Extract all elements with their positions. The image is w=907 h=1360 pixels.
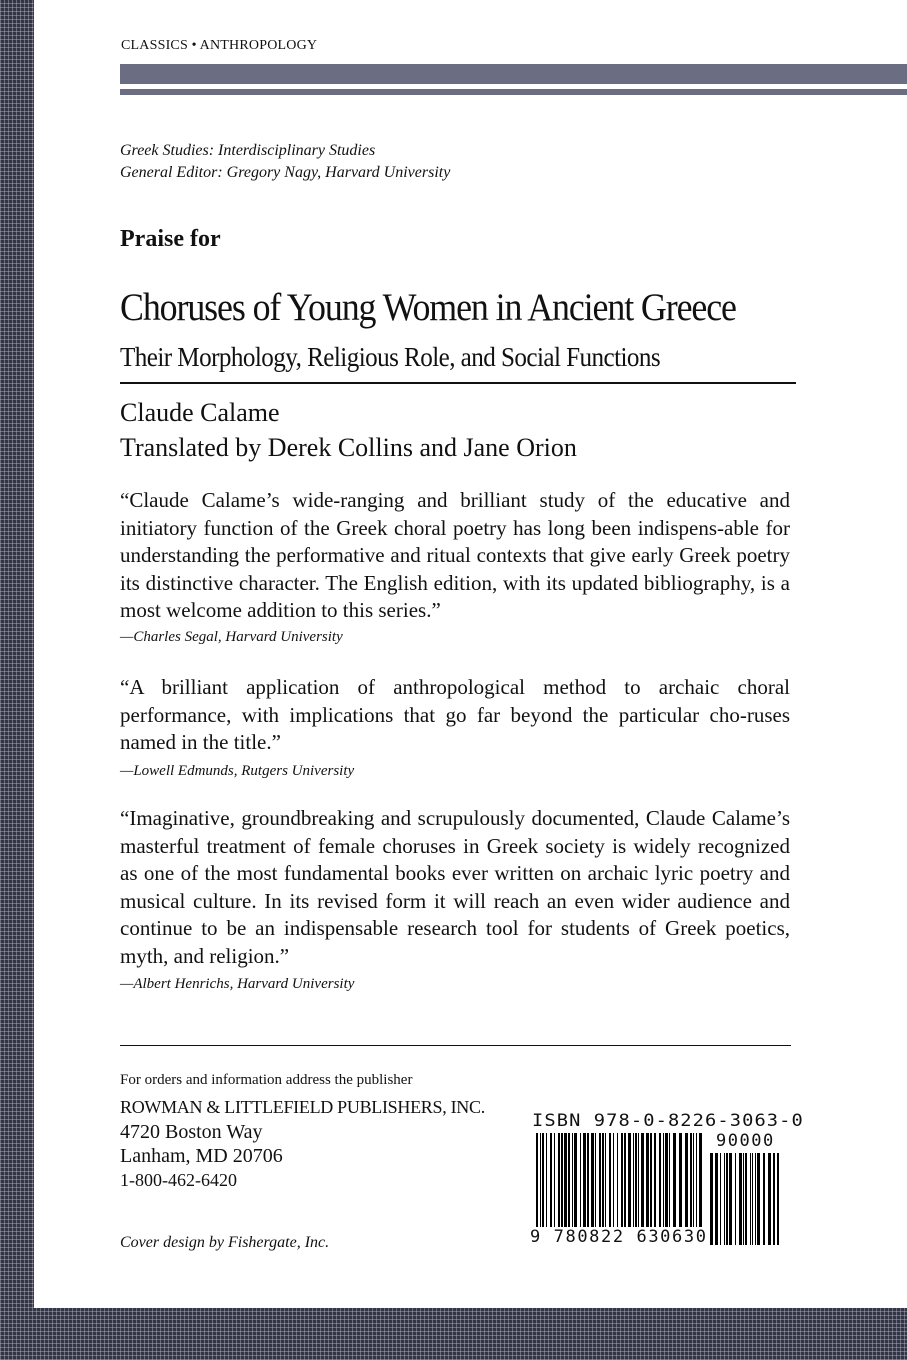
publisher-name: ROWMAN & LITTLEFIELD PUBLISHERS, INC. bbox=[120, 1097, 485, 1117]
addon-barcode bbox=[710, 1153, 782, 1245]
orders-note: For orders and information address the publisher bbox=[120, 1072, 413, 1088]
back-cover-page bbox=[34, 0, 907, 1308]
blurb-attribution: —Lowell Edmunds, Rutgers University bbox=[120, 763, 355, 779]
footer-rule bbox=[120, 1045, 791, 1046]
author-name: Claude Calame bbox=[120, 398, 280, 427]
cover-credit: Cover design by Fishergate, Inc. bbox=[120, 1234, 330, 1251]
isbn-label: ISBN 978-0-8226-3063-0 bbox=[532, 1111, 804, 1131]
barcode-number: 9 780822 630630 bbox=[530, 1227, 708, 1247]
book-title: Choruses of Young Women in Ancient Greece bbox=[120, 286, 736, 329]
series-name: Greek Studies: Interdisciplinary Studies bbox=[120, 142, 376, 159]
blurb-attribution: —Albert Henrichs, Harvard University bbox=[120, 976, 355, 992]
praise-heading: Praise for bbox=[120, 226, 221, 252]
category-label: CLASSICS • ANTHROPOLOGY bbox=[121, 38, 318, 53]
publisher-street: 4720 Boston Way bbox=[120, 1121, 263, 1143]
book-subtitle: Their Morphology, Religious Role, and Social Functions bbox=[120, 342, 661, 372]
blurb-attribution: —Charles Segal, Harvard University bbox=[120, 629, 343, 645]
publisher-phone: 1-800-462-6420 bbox=[120, 1170, 237, 1190]
header-thin-bar bbox=[120, 89, 907, 95]
barcode-addon-number: 90000 bbox=[716, 1131, 775, 1151]
translator-line: Translated by Derek Collins and Jane Orion bbox=[120, 433, 577, 462]
blurb-quote: “Imaginative, groundbreaking and scrupulously documented, Claude Calame’s masterful treatment of female choruses in Greek society is widely recognized as one of the most fundamental books ever written on archaic lyric poetry and musical culture. In its revised form it will reach an even wider audience and continue to be an indispensable research tool for students of Greek poetics, myth, and religion.” bbox=[120, 806, 790, 968]
publisher-city: Lanham, MD 20706 bbox=[120, 1145, 283, 1167]
title-rule bbox=[120, 382, 796, 384]
header-bar bbox=[120, 64, 907, 84]
series-editor: General Editor: Gregory Nagy, Harvard University bbox=[120, 164, 451, 181]
blurb-quote: “A brilliant application of anthropological method to archaic choral performance, with implications that go far beyond the particular cho-ruses named in the title.” bbox=[120, 675, 790, 754]
blurb-quote: “Claude Calame’s wide-ranging and brilliant study of the educative and initiatory function of the Greek choral poetry has long been indispens-able for understanding the performative and ritual contexts that give early Greek poetry its distinctive character. The English edition, with its updated bibliography, is a most welcome addition to this series.” bbox=[120, 488, 790, 622]
